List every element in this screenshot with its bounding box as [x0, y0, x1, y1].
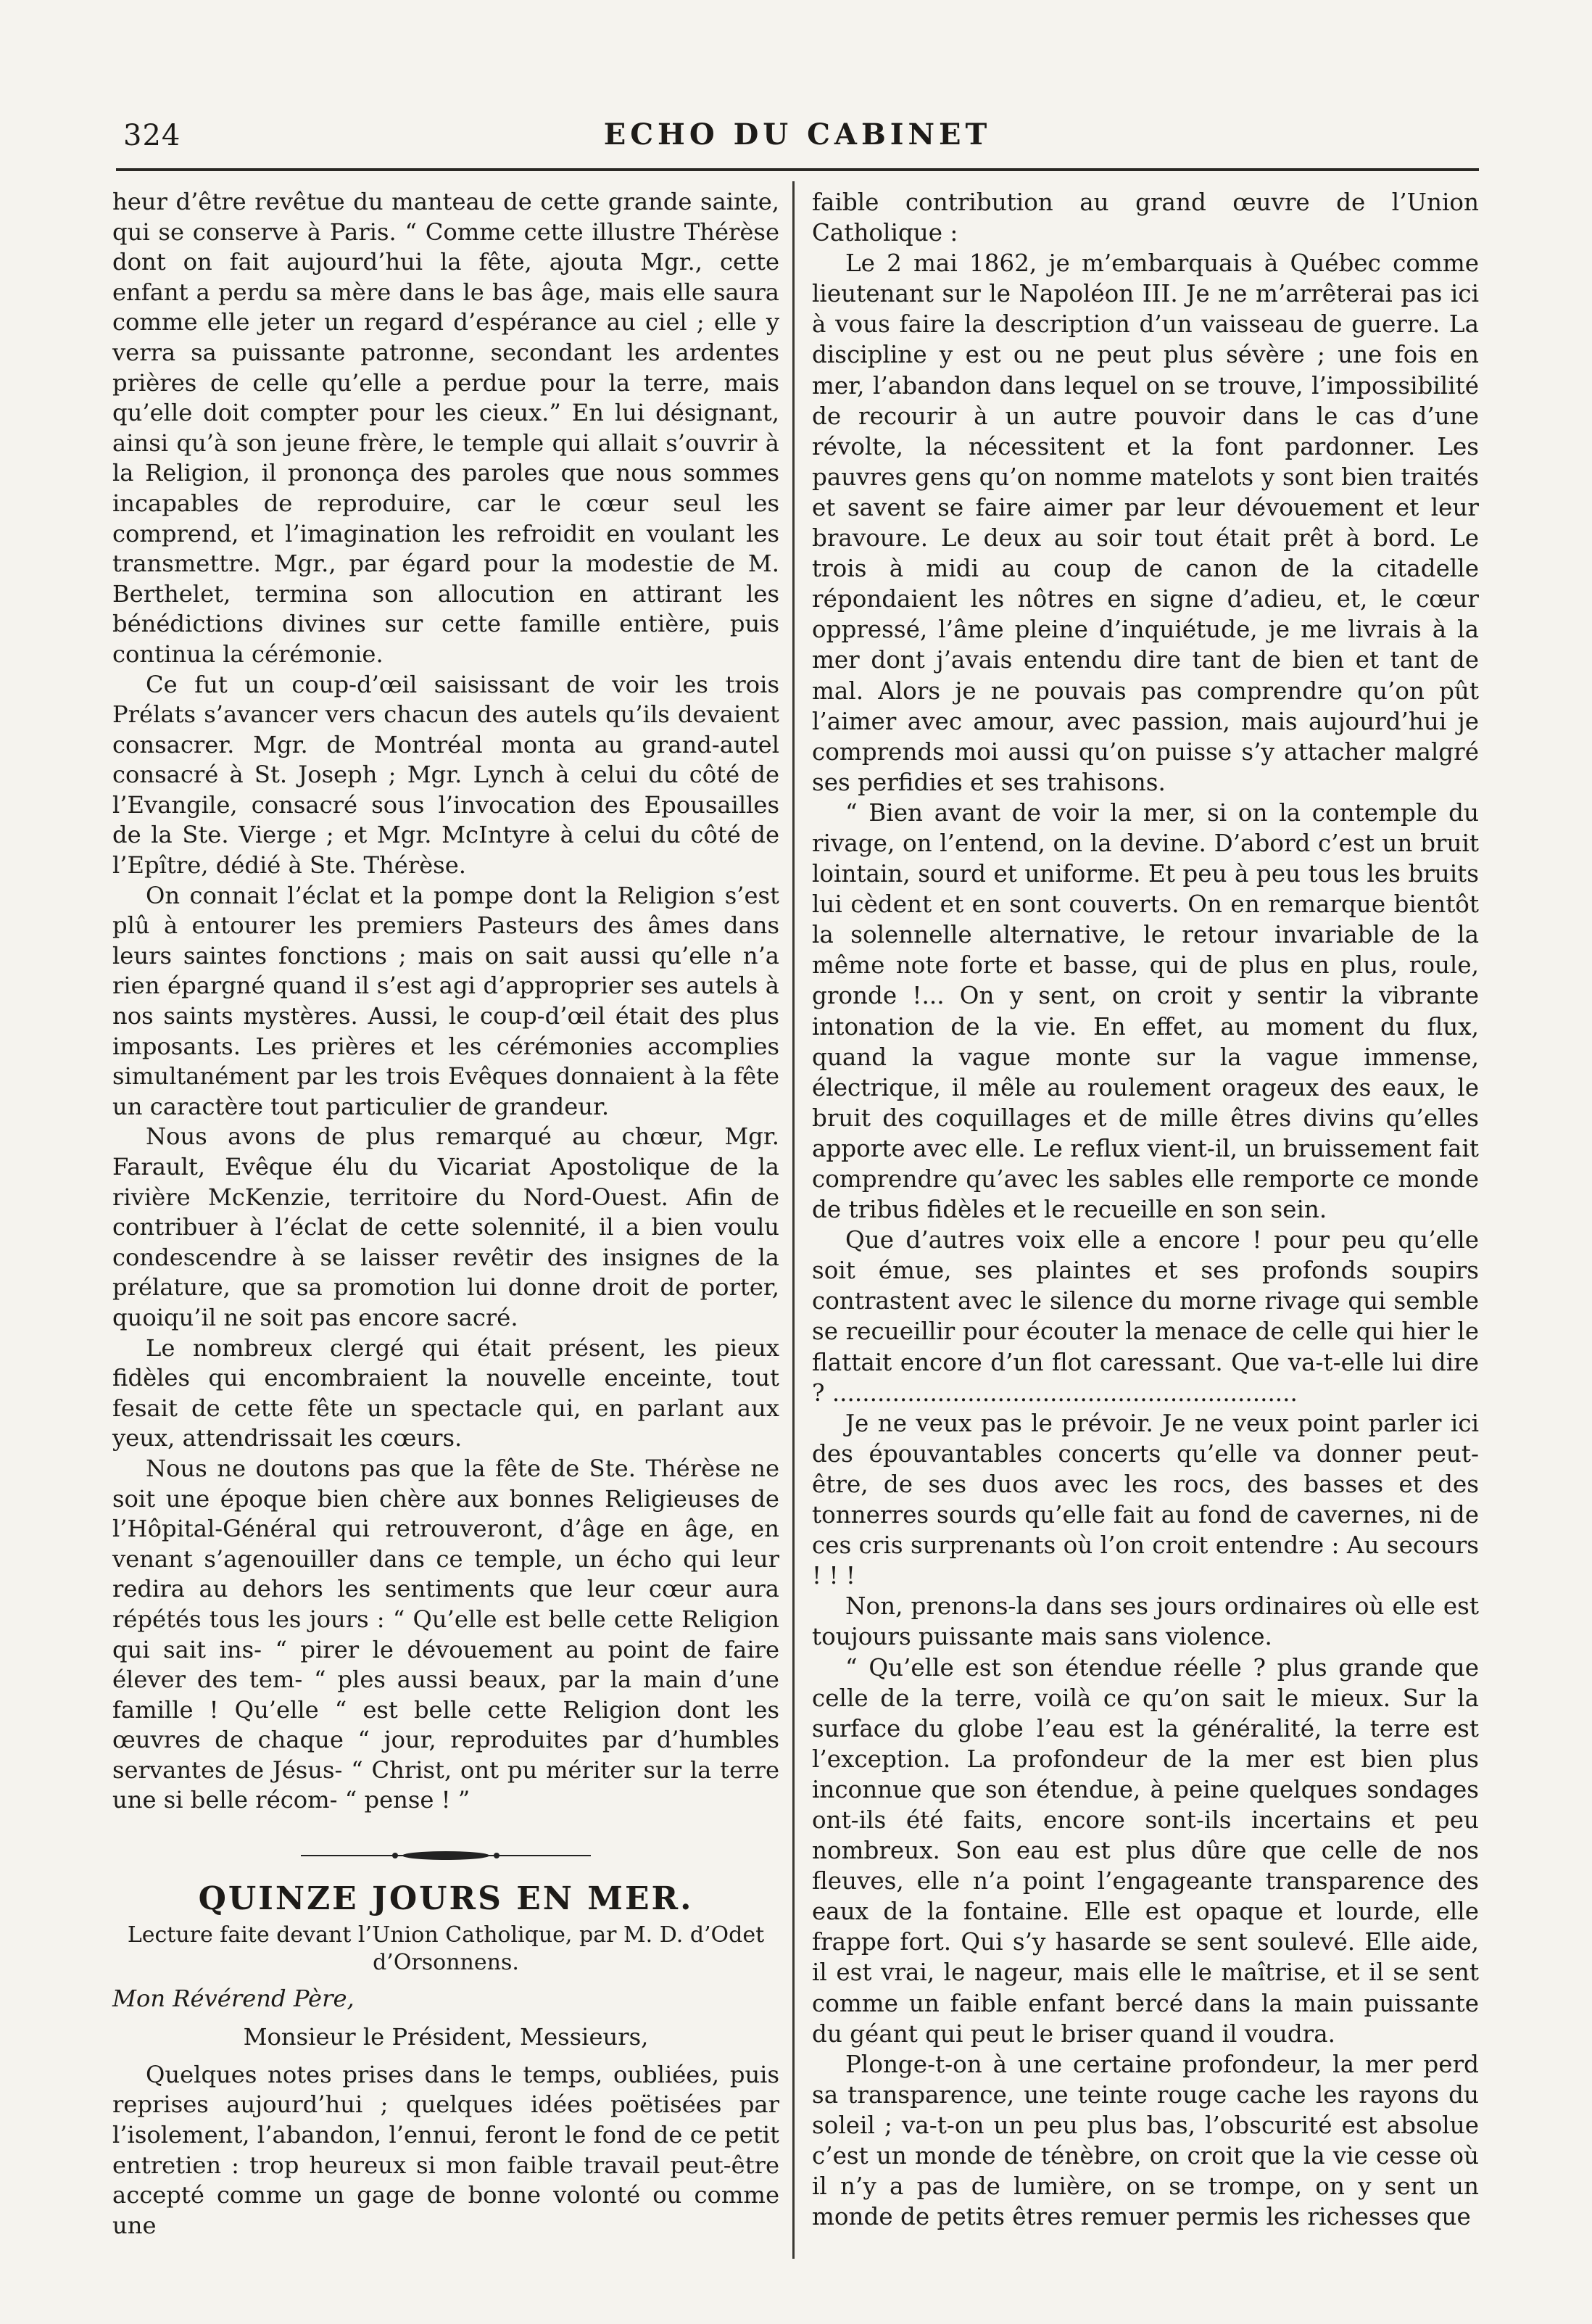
column-divider: [792, 181, 795, 2259]
salutation: Mon Révérend Père,: [112, 1984, 355, 2012]
paragraph: faible contribution au grand œuvre de l’Union Catholique :: [812, 189, 1479, 247]
header-rule: [116, 168, 1479, 171]
section-ornament: [294, 1845, 598, 1866]
paragraph: Le nombreux clergé qui était présent, les pieux fidèles qui encombraient la nouvelle enceinte, tout fesait de cette fête un spectacle qui, en parlant aux yeux, attendrissait les cœurs.: [112, 1333, 779, 1452]
paragraph: On connait l’éclat et la pompe dont la Religion s’est plû à entourer les premiers Pasteurs des âmes dans leurs saintes fonctions ; mais on sait aussi qu’elle n’a rien épargné quand il s’est agi d’approprier ses autels à nos saints mystères. Aussi, le coup-d’œil était des plus imposants. Les prières et les cérémonies accomplies simultanément par les trois Evêques donnaient à la fête un caractère tout particulier de grandeur.: [112, 881, 779, 1120]
running-title: ECHO DU CABINET: [603, 117, 992, 152]
page-header: [116, 109, 1479, 160]
paragraph: Ce fut un coup-d’œil saisissant de voir les trois Prélats s’avancer vers chacun des autels qu’ils devaient consacrer. Mgr. de Montréal monta au grand-autel consacré à St. Joseph ; Mgr. Lynch à celui du côté de l’Evangile, consacré sous l’invocation des Epousailles de la Ste. Vierge ; et Mgr. McIntyre à celui du côté de l’Epître, dédié à Ste. Thérèse.: [112, 670, 779, 880]
paragraph: “ Qu’elle est son étendue réelle ? plus grande que celle de la terre, voilà ce qu’on sait le mieux. Sur la surface du globe l’eau est la généralité, la terre est l’exception. La profondeur de la mer est bien plus inconnue que son étendue, à peine quelques sondages ont-ils été faits, encore sont-ils incertains et peu nombreux. Son eau est plus dûre que celle de nos fleuves, elle n’a point l’engageante transparence des eaux de la fontaine. Elle est opaque et lourde, elle frappe fort. Qui s’y hasarde se sent soulevé. Elle aide, il est vrai, le nageur, mais elle le maîtrise, et il se sent comme un faible enfant bercé dans la main puissante du géant qui peut le briser quand il voudra.: [812, 1653, 1479, 2048]
paragraph: Plonge-t-on à une certaine profondeur, la mer perd sa transparence, une teinte rouge cache les rayons du soleil ; va-t-on un peu plus bas, l’obscurité est absolue c’est un monde de ténèbre, on croit que la vie cesse où il n’y a pas de lumière, on se trompe, on y sent un monde de petits êtres remuer permis les richesses que: [812, 2050, 1479, 2231]
paragraph: “ Bien avant de voir la mer, si on la contemple du rivage, on l’entend, on la devine. D’abord c’est un bruit lointain, sourd et uniforme. Et peu à peu tous les bruits lui cèdent et en sont couverts. On en remarque bientôt la solennelle alternative, le retour invariable de la même note forte et basse, qui de plus en plus, roule, gronde !... On y sent, on croit y sentir la vibrante intonation de la vie. En effet, au moment du flux, quand la vague monte sur la vague immense, électrique, il mêle au roulement orageux des eaux, le bruit des coquillages et de mille êtres divins qu’elles apporte avec elle. Le reflux vient-il, un bruissement fait comprendre qu’avec les sables elle remporte ce monde de tribus fidèles et le recueille en son sein.: [812, 798, 1479, 1224]
left-column: [112, 187, 779, 2241]
intro-paragraph: Quelques notes prises dans le temps, oubliées, puis reprises aujourd’hui ; quelques idées poëtisées par l’isolement, l’abandon, l’ennui, feront le fond de ce petit entretien : trop heureux si mon faible travail peut-être accepté comme un gage de bonne volonté ou comme une: [112, 2060, 779, 2239]
byline: Lecture faite devant l’Union Catholique, par M. D. d’Odet d’Orsonnens.: [127, 1922, 765, 1975]
page-number: 324: [123, 119, 181, 152]
paragraph: Que d’autres voix elle a encore ! pour peu qu’elle soit émue, ses plaintes et ses profonds soupirs contrastent avec le silence du morne rivage qui semble se recueillir pour écouter la menace de celle qui hier le flattait encore d’un flot caressant. Que va-t-elle lui dire ? ..............................................................: [812, 1226, 1479, 1407]
paragraph: Je ne veux pas le prévoir. Je ne veux point parler ici des épouvantables concerts qu’elle va donner peut-être, de ses duos avec les rocs, des basses et des tonnerres sourds qu’elle fait au fond de cavernes, ni de ces cris surprenants où l’on croit entendre : Au secours ! ! !: [812, 1409, 1479, 1590]
section-title: QUINZE JOURS EN MER.: [198, 1880, 694, 1918]
paragraph: Le 2 mai 1862, je m’embarquais à Québec comme lieutenant sur le Napoléon III. Je ne m’arrêterai pas ici à vous faire la description d’un vaisseau de guerre. La discipline y est ou ne peut plus sévère ; une fois en mer, l’abandon dans lequel on se trouve, l’impossibilité de recourir à un autre pouvoir dans le cas d’une révolte, la nécessitent et la font pardonner. Les pauvres gens qu’on nomme matelots y sont bien traités et savent se faire aimer par leur dévouement et leur bravoure. Le deux au soir tout était prêt à bord. Le trois à midi au coup de canon de la citadelle répondaient les nôtres en signe d’adieu, et, le cœur oppressé, l’âme pleine d’inquiétude, je me livrais à la mer dont j’avais entendu dire tant de bien et tant de mal. Alors je ne pouvais pas comprendre qu’on pût l’aimer avec amour, avec passion, mais aujourd’hui je comprends moi aussi qu’on puisse s’y attacher malgré ses perfidies et ses trahisons.: [812, 249, 1479, 796]
right-column: [812, 187, 1479, 2232]
paragraph: Non, prenons-la dans ses jours ordinaires où elle est toujours puissante mais sans violence.: [812, 1592, 1479, 1651]
paragraph: Nous ne doutons pas que la fête de Ste. Thérèse ne soit une époque bien chère aux bonnes Religieuses de l’Hôpital-Général qui retrouveront, d’âge en âge, en venant s’agenouiller dans ce temple, un écho qui leur redira au dehors les sentiments que leur cœur aura répétés tous les jours : “ Qu’elle est belle cette Religion qui sait ins- “ pirer le dévouement au point de faire élever des tem- “ ples aussi beaux, par la main d’une famille ! Qu’elle “ est belle cette Religion dont les œuvres de chaque “ jour, reproduites par d’humbles servantes de Jésus- “ Christ, ont pu mériter sur la terre une si belle récom- “ pense ! ”: [112, 1454, 779, 1814]
paragraph: Nous avons de plus remarqué au chœur, Mgr. Farault, Evêque élu du Vicariat Apostolique de la rivière McKenzie, territoire du Nord-Ouest. Afin de contribuer à l’éclat de cette solennité, il a bien voulu condescendre à se laisser revêtir des insignes de la prélature, que sa promotion lui donne droit de porter, quoiqu’il ne soit pas encore sacré.: [112, 1122, 779, 1331]
paragraph: heur d’être revêtue du manteau de cette grande sainte, qui se conserve à Paris. “ Comme cette illustre Thérèse dont on fait aujourd’hui la fête, ajouta Mgr., cette enfant a perdu sa mère dans le bas âge, mais elle saura comme elle jeter un regard d’espérance au ciel ; elle y verra sa puissante patronne, secondant les ardentes prières de celle qu’elle a perdue pour la terre, mais qu’elle doit compter pour les cieux.” En lui désignant, ainsi qu’à son jeune frère, le temple qui allait s’ouvrir à la Religion, il prononça des paroles que nous sommes incapables de reproduire, car le cœur seul les comprend, et l’imagination les refroidit en voulant les transmettre. Mgr., par égard pour la modestie de M. Berthelet, termina son allocution en attirant les bénédictions divines sur cette famille entière, puis continua la cérémonie.: [112, 188, 779, 668]
address: Monsieur le Président, Messieurs,: [243, 2023, 649, 2051]
